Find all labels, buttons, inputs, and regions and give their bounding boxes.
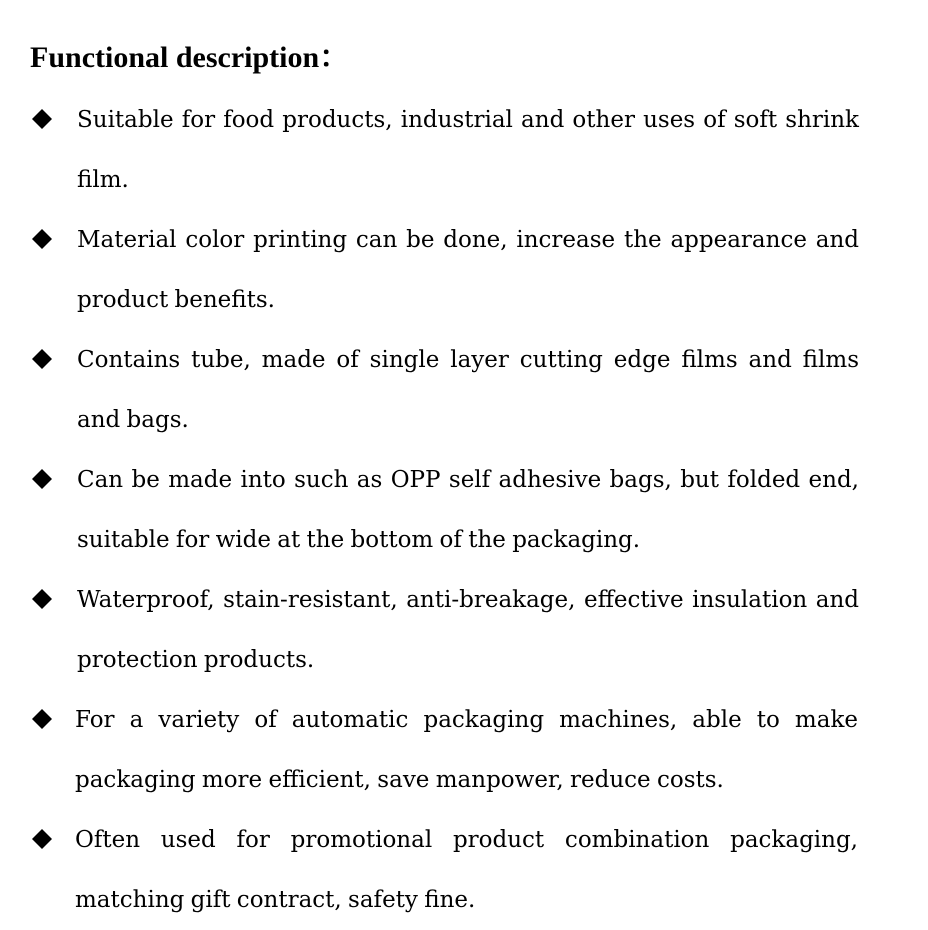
feature-list xyxy=(0,90,928,930)
diamond-bullet-icon xyxy=(32,109,52,129)
list-item-text: Often used for promotional product combination packaging, matching gift contract, safety fine. xyxy=(75,827,858,913)
list-item xyxy=(0,330,928,450)
list-item xyxy=(0,570,928,690)
diamond-bullet-icon xyxy=(32,229,52,249)
list-item-text: Can be made into such as OPP self adhesive bags, but folded end, suitable for wide at the bottom of the packaging. xyxy=(77,467,859,553)
diamond-bullet-icon xyxy=(32,469,52,489)
list-item xyxy=(0,690,928,810)
list-item-text: Suitable for food products, industrial and other uses of soft shrink film. xyxy=(77,107,859,193)
list-item xyxy=(0,810,928,930)
list-item-text: Waterproof, stain-resistant, anti-breakage, effective insulation and protection products. xyxy=(77,587,859,673)
diamond-bullet-icon xyxy=(32,589,52,609)
diamond-bullet-icon xyxy=(32,709,52,729)
page-title: Functional description： xyxy=(30,41,350,74)
diamond-bullet-icon xyxy=(32,829,52,849)
list-item xyxy=(0,210,928,330)
list-item-text: Material color printing can be done, increase the appearance and product benefits. xyxy=(77,227,859,313)
diamond-bullet-icon xyxy=(32,349,52,369)
list-item xyxy=(0,90,928,210)
list-item-text: For a variety of automatic packaging machines, able to make packaging more efficient, save manpower, reduce costs. xyxy=(75,707,858,793)
list-item-text: Contains tube, made of single layer cutting edge films and films and bags. xyxy=(77,347,859,433)
list-item xyxy=(0,450,928,570)
